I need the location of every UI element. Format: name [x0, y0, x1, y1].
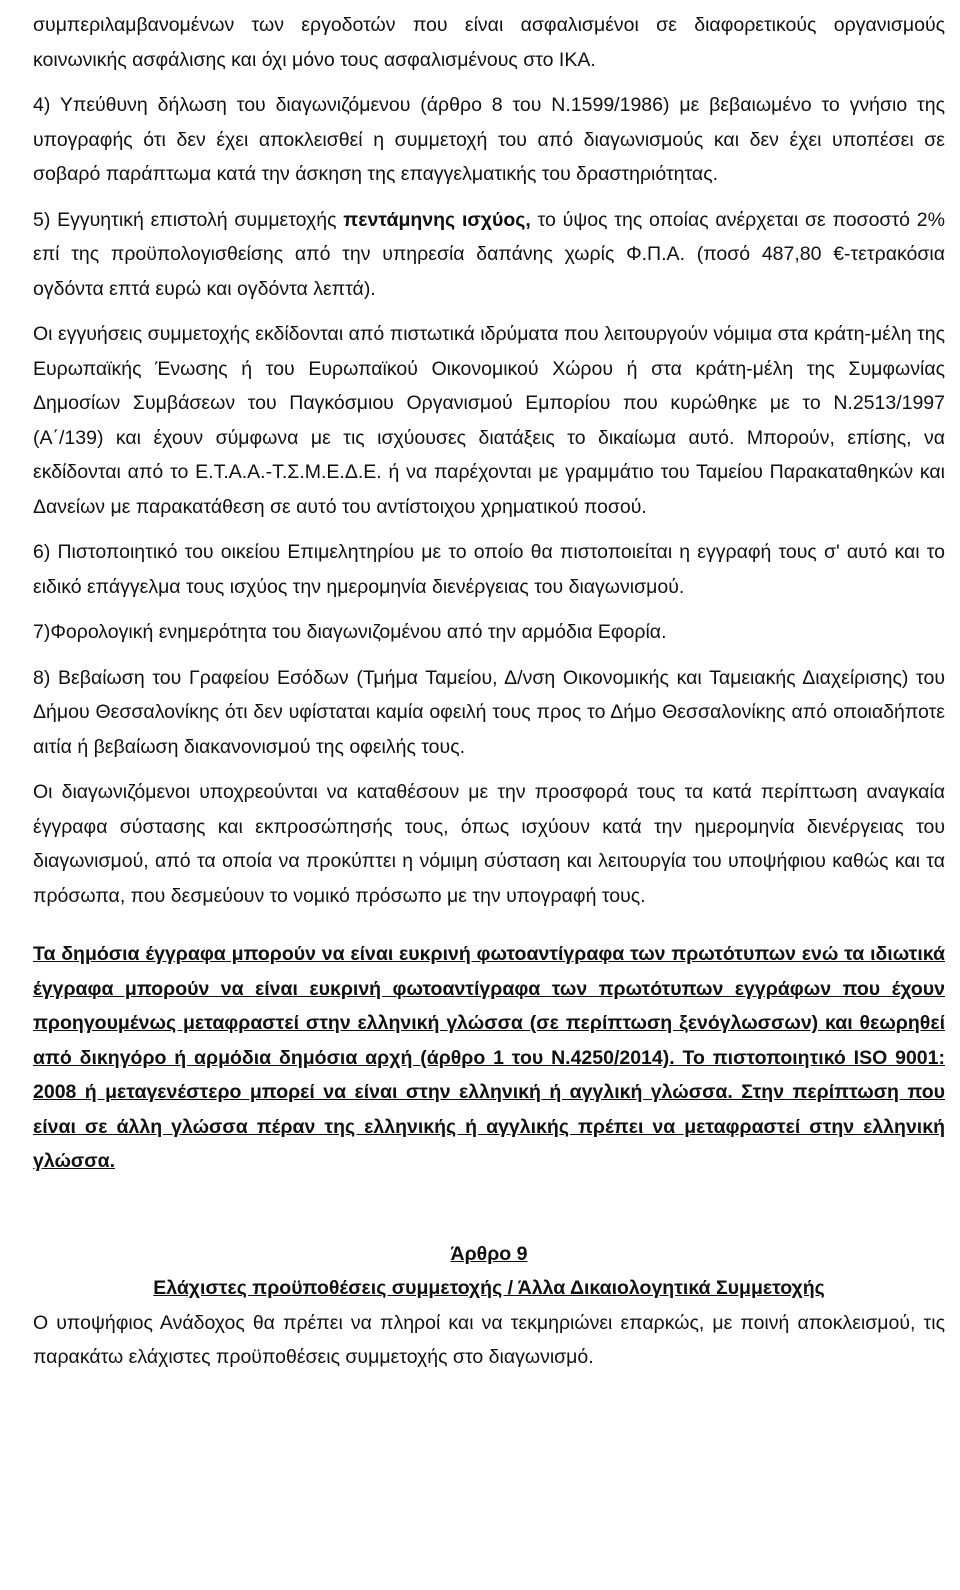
item-5-text-start: 5) Εγγυητική επιστολή συμμετοχής: [33, 208, 344, 231]
item-5-bold-text: πεντάμηνης ισχύος,: [343, 208, 531, 231]
article-body-paragraph: Ο υποψήφιος Ανάδοχος θα πρέπει να πληροί και να τεκμηριώνει επαρκώς, με ποινή αποκλεισμού, τις παρακάτω ελάχιστες προϋποθέσεις συμμετοχής στο διαγωνισμό.: [33, 1311, 945, 1368]
article-number-heading: Άρθρο 9: [450, 1242, 528, 1265]
item-4-paragraph: 4) Υπεύθυνη δήλωση του διαγωνιζόμενου (άρθρο 8 του Ν.1599/1986) με βεβαιωμένο το γνήσιο της υπογραφής ότι δεν έχει αποκλεισθεί η συμμετοχή του από διαγωνισμούς και δεν έχει υποπέσει σε σοβαρό παράπτωμα κατά την άσκηση της επαγγελματικής του δραστηριότητας.: [33, 94, 945, 185]
item-5-paragraph: [33, 203, 945, 307]
translation-notice-paragraph: Τα δημόσια έγγραφα μπορούν να είναι ευκρινή φωτοαντίγραφα των πρωτότυπων ενώ τα ιδιωτικά έγγραφα μπορούν να είναι ευκρινή φωτοαντίγραφα των πρωτότυπων εγγράφων που έχουν προηγουμένως μεταφραστεί στην ελληνική γλώσσα (σε περίπτωση ξενόγλωσσων) και θεωρηθεί από δικηγόρο ή αρμόδια δημόσια αρχή (άρθρο 1 του Ν.4250/2014). Το πιστοποιητικό ISO 9001: 2008 ή μεταγενέστερο μπορεί να είναι στην ελληνική ή αγγλική γλώσσα. Στην περίπτωση που είναι σε άλλη γλώσσα πέραν της ελληνικής ή αγγλικής πρέπει να μεταφραστεί στην ελληνική γλώσσα.: [33, 943, 945, 1172]
intro-continuation-paragraph: συμπεριλαμβανομένων των εργοδοτών που είναι ασφαλισμένοι σε διαφορετικούς οργανισμούς κοινωνικής ασφάλισης και όχι μόνο τους ασφαλισμένους στο ΙΚΑ.: [33, 14, 945, 71]
obligation-paragraph: Οι διαγωνιζόμενοι υποχρεούνται να καταθέσουν με την προσφορά τους τα κατά περίπτωση αναγκαία έγγραφα σύστασης και εκπροσώπησής τους, όπως ισχύουν κατά την ημερομηνία διενέργειας του διαγωνισμού, από τα οποία να προκύπτει η νόμιμη σύσταση και λειτουργία του υποψήφιου καθώς και τα πρόσωπα, που δεσμεύουν το νομικό πρόσωπο με την υπογραφή τους.: [33, 781, 945, 907]
item-8-paragraph: 8) Βεβαίωση του Γραφείου Εσόδων (Τμήμα Ταμείου, Δ/νση Οικονομικής και Ταμειακής Διαχείρισης) του Δήμου Θεσσαλονίκης ότι δεν υφίσταται καμία οφειλή τους προς το Δήμο Θεσσαλονίκης από οποιαδήποτε αιτία ή βεβαίωση διακανονισμού της οφειλής τους.: [33, 666, 945, 758]
item-7-paragraph: 7)Φορολογική ενημερότητα του διαγωνιζομένου από την αρμόδια Εφορία.: [33, 621, 667, 643]
item-6-paragraph: 6) Πιστοποιητικό του οικείου Επιμελητηρίου με το οποίο θα πιστοποιείται η εγγραφή τους σ' αυτό και το ειδικό επάγγελμα τους ισχύος την ημερομηνία διενέργειας του διαγωνισμού.: [33, 541, 945, 598]
article-title-heading: Ελάχιστες προϋποθέσεις συμμετοχής / Άλλα Δικαιολογητικά Συμμετοχής: [153, 1277, 825, 1299]
item-5-text-end: το ύψος της οποίας ανέρχεται σε ποσοστό 2% επί της προϋπολογισθείσης από την υπηρεσία δαπάνης χωρίς Φ.Π.Α. (ποσό 487,80 €-τετρακόσια ογδόντα επτά ευρώ και ογδόντα λεπτά).: [33, 208, 945, 300]
guarantees-paragraph: Οι εγγυήσεις συμμετοχής εκδίδονται από πιστωτικά ιδρύματα που λειτουργούν νόμιμα στα κράτη-μέλη της Ευρωπαϊκής Ένωσης ή του Ευρωπαϊκού Οικονομικού Χώρου ή στα κράτη-μέλη της Συμφωνίας Δημοσίων Συμβάσεων του Παγκόσμιου Οργανισμού Εμπορίου που κυρώθηκε με το Ν.2513/1997 (Α΄/139) και έχουν σύμφωνα με τις ισχύουσες διατάξεις το δικαίωμα αυτό. Μπορούν, επίσης, να εκδίδονται από το Ε.Τ.Α.Α.-Τ.Σ.Μ.Ε.Δ.Ε. ή να παρέχονται με γραμμάτιο του Ταμείου Παρακαταθηκών και Δανείων με παρακατάθεση σε αυτό του αντίστοιχου χρηματικού ποσού.: [33, 323, 945, 518]
